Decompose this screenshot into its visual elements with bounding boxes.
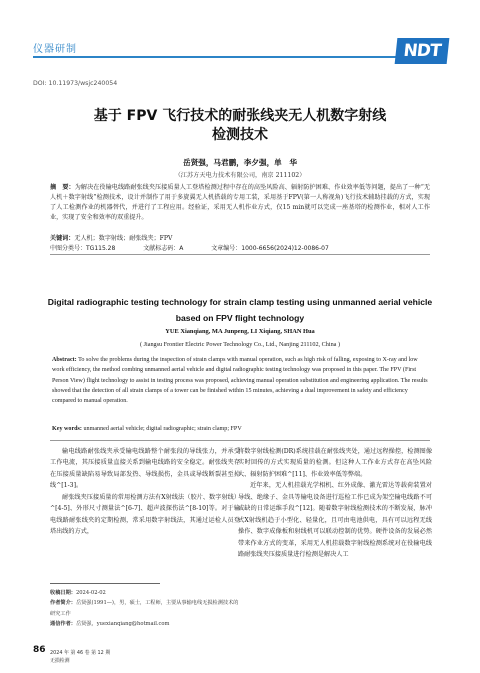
abstract-english [52, 355, 430, 406]
journal-issue: 2024 年 第 46 卷 第 12 期 [50, 650, 111, 656]
abstract-en-label: Abstract: [52, 357, 77, 363]
title-chinese [40, 107, 440, 145]
title-en-line-1: Digital radiographic testing technology for strain clamp testing using unmanned aerial vehicle [47, 297, 433, 307]
affiliation-chinese: （江苏方天电力技术有限公司，南京 211102） [174, 172, 306, 179]
title-cn-line-1: 基于 FPV 飞行技术的耐张线夹无人机数字射线 [93, 108, 387, 124]
footnote-rule [50, 583, 160, 584]
title-cn-line-2: 检测技术 [212, 127, 268, 143]
abstract-en-text: To solve the problems during the inspection of strain clamps with manual operation, such as high risk of falling, exposing to X-ray and low work efficiency, the method combing unmanned aerial vehicle and digital radiographic testing technology was proposed in this paper. The FPV (First Person View) flight technology to assist in testing process was proposed, achieving manual operation substitution and engineering application. The results showed that the detection of all strain clamps of a tower can be finished within 15 minutes, achieving a dual improvement in safety and efficiency compared to manual operation. [52, 357, 428, 405]
title-en-line-2: based on FPV flight technology [175, 313, 305, 323]
keywords-chinese [50, 233, 172, 242]
keywords-cn-text: 无人机；数字射线；耐张线夹；FPV [74, 235, 173, 242]
body-column-right [238, 446, 432, 561]
document-code: 文献标志码：A [143, 245, 184, 252]
affiliation-english: ( Jiangsu Frontier Electric Power Technology Co., Ltd., Nanjing 211102, China ) [139, 341, 341, 348]
keywords-en-text: unmanned aerial vehicle; digital radiographic; strain clamp; FPV [83, 426, 242, 432]
keywords-english [52, 426, 242, 432]
body-paragraph: 耐张线夹压接质量的常用检测方法有X射线法（胶片、数字射线）^[4-5]、外形尺寸测量法^[6-7]、超声波探伤法^[8-10]等。对于输电线路耐张线夹的定期检测，常采用数字射线法，其通过运检人员登塔出线的方式， [50, 493, 240, 536]
body-paragraph: 近年来，无人机挂载光学相机、红外成像、激光雷达等载荷装置对导线、绝缘子、金具等输电设备进行巡检工作已成为架空输电线路不可或缺的日常运维手段^[12]。随着数字射线检测技术的不断发展，脉冲式X射线机趋于小型化、轻量化，且可由电池供电，具有可以远程无线操作、数字成像板和射线机可以联动控制的优势。硬件设备的发展必然带来作业方式的变革，采用无人机挂载数字射线检测系统对在役输电线路耐张线夹压接质量进行检测是解决人工 [238, 482, 432, 559]
journal-info [50, 650, 110, 665]
page-number: 86 [33, 645, 46, 655]
footnote-label: 作者简介： [50, 600, 76, 607]
footnote-text: 岳贤强，yuexianqiang@hotmail.com [75, 620, 170, 627]
abstract-cn-text: 为解决在役输电线路耐张线夹压接质量人工登塔检测过程中存在的高坠风险高、辐射防护困难、作业效率低等问题，提出了一种“无人机＋数字射线”检测技术，设计并制作了用于多旋翼无人机搭载的专用工装，采用基于FPV(第一人称视角)飞行技术辅助挂载的方式，实现了人工检测作业的机器替代，并进行了工程应用。经验证，采用无人机作业方式，仅15 min就可以完成一座基塔的检测作业，相对人工作业，实现了安全和效率的双重提升。 [50, 184, 430, 222]
divider [50, 440, 430, 441]
section-title: 仪器研制 [33, 44, 77, 55]
footnote-text: 2024-02-02 [75, 590, 106, 596]
body-paragraph: 输电线路耐张线夹承受输电线路整个耐张段的导线张力，并承受工作电流，其压接质量直接关系到输电线路的安全稳定。耐张线夹存在压接质量缺陷易导致局部发热、导线损伤，金具或导线断裂甚至掉线^[1-3]。 [50, 448, 240, 490]
doi: DOI: 10.11973/wsjc240054 [33, 80, 118, 87]
page-header [0, 0, 480, 60]
footnote-author-bio [50, 598, 240, 619]
journal-name: 无损检测 [50, 657, 70, 664]
keywords-en-label: Key words: [52, 426, 82, 432]
abstract-chinese [50, 183, 430, 223]
clc-number: 中图分类号：TG115.28 [50, 245, 116, 252]
authors-chinese: 岳贤强，马君鹏，李夕强，单 华 [183, 158, 297, 167]
classification-line [50, 243, 430, 252]
footnote-label: 收稿日期： [50, 590, 76, 596]
footnote-corresponding [50, 619, 240, 629]
authors-english: YUE Xianqiang, MA Junpeng, LI Xiqiang, SHAN Hua [165, 328, 315, 335]
footnotes [50, 588, 240, 629]
footnote-received [50, 588, 240, 598]
footnote-text: 岳贤强(1991—)，男，硕士，工程师，主要从事输电线无损检测技术的研究工作 [50, 600, 239, 617]
footnote-label: 通信作者： [50, 620, 76, 627]
body-paragraph: 将数字射线检测(DR)系统挂载在耐张线夹处，通过远程操控，检测图像实时回传的方式实现质量的检测。但这种人工作业方式存在高坠风险大、辐射防护困难^[11]、作业效率低等弊端。 [238, 448, 432, 478]
divider [50, 254, 430, 255]
body-column-left [50, 446, 240, 538]
article-number: 文章编号：1000-6656(2024)12-0086-07 [211, 245, 329, 252]
title-english [40, 294, 440, 326]
header-rule [33, 56, 411, 58]
keywords-cn-label: 关键词： [50, 235, 75, 242]
abstract-cn-label: 摘 要： [50, 184, 75, 191]
ndt-logo: NDT [395, 38, 450, 64]
